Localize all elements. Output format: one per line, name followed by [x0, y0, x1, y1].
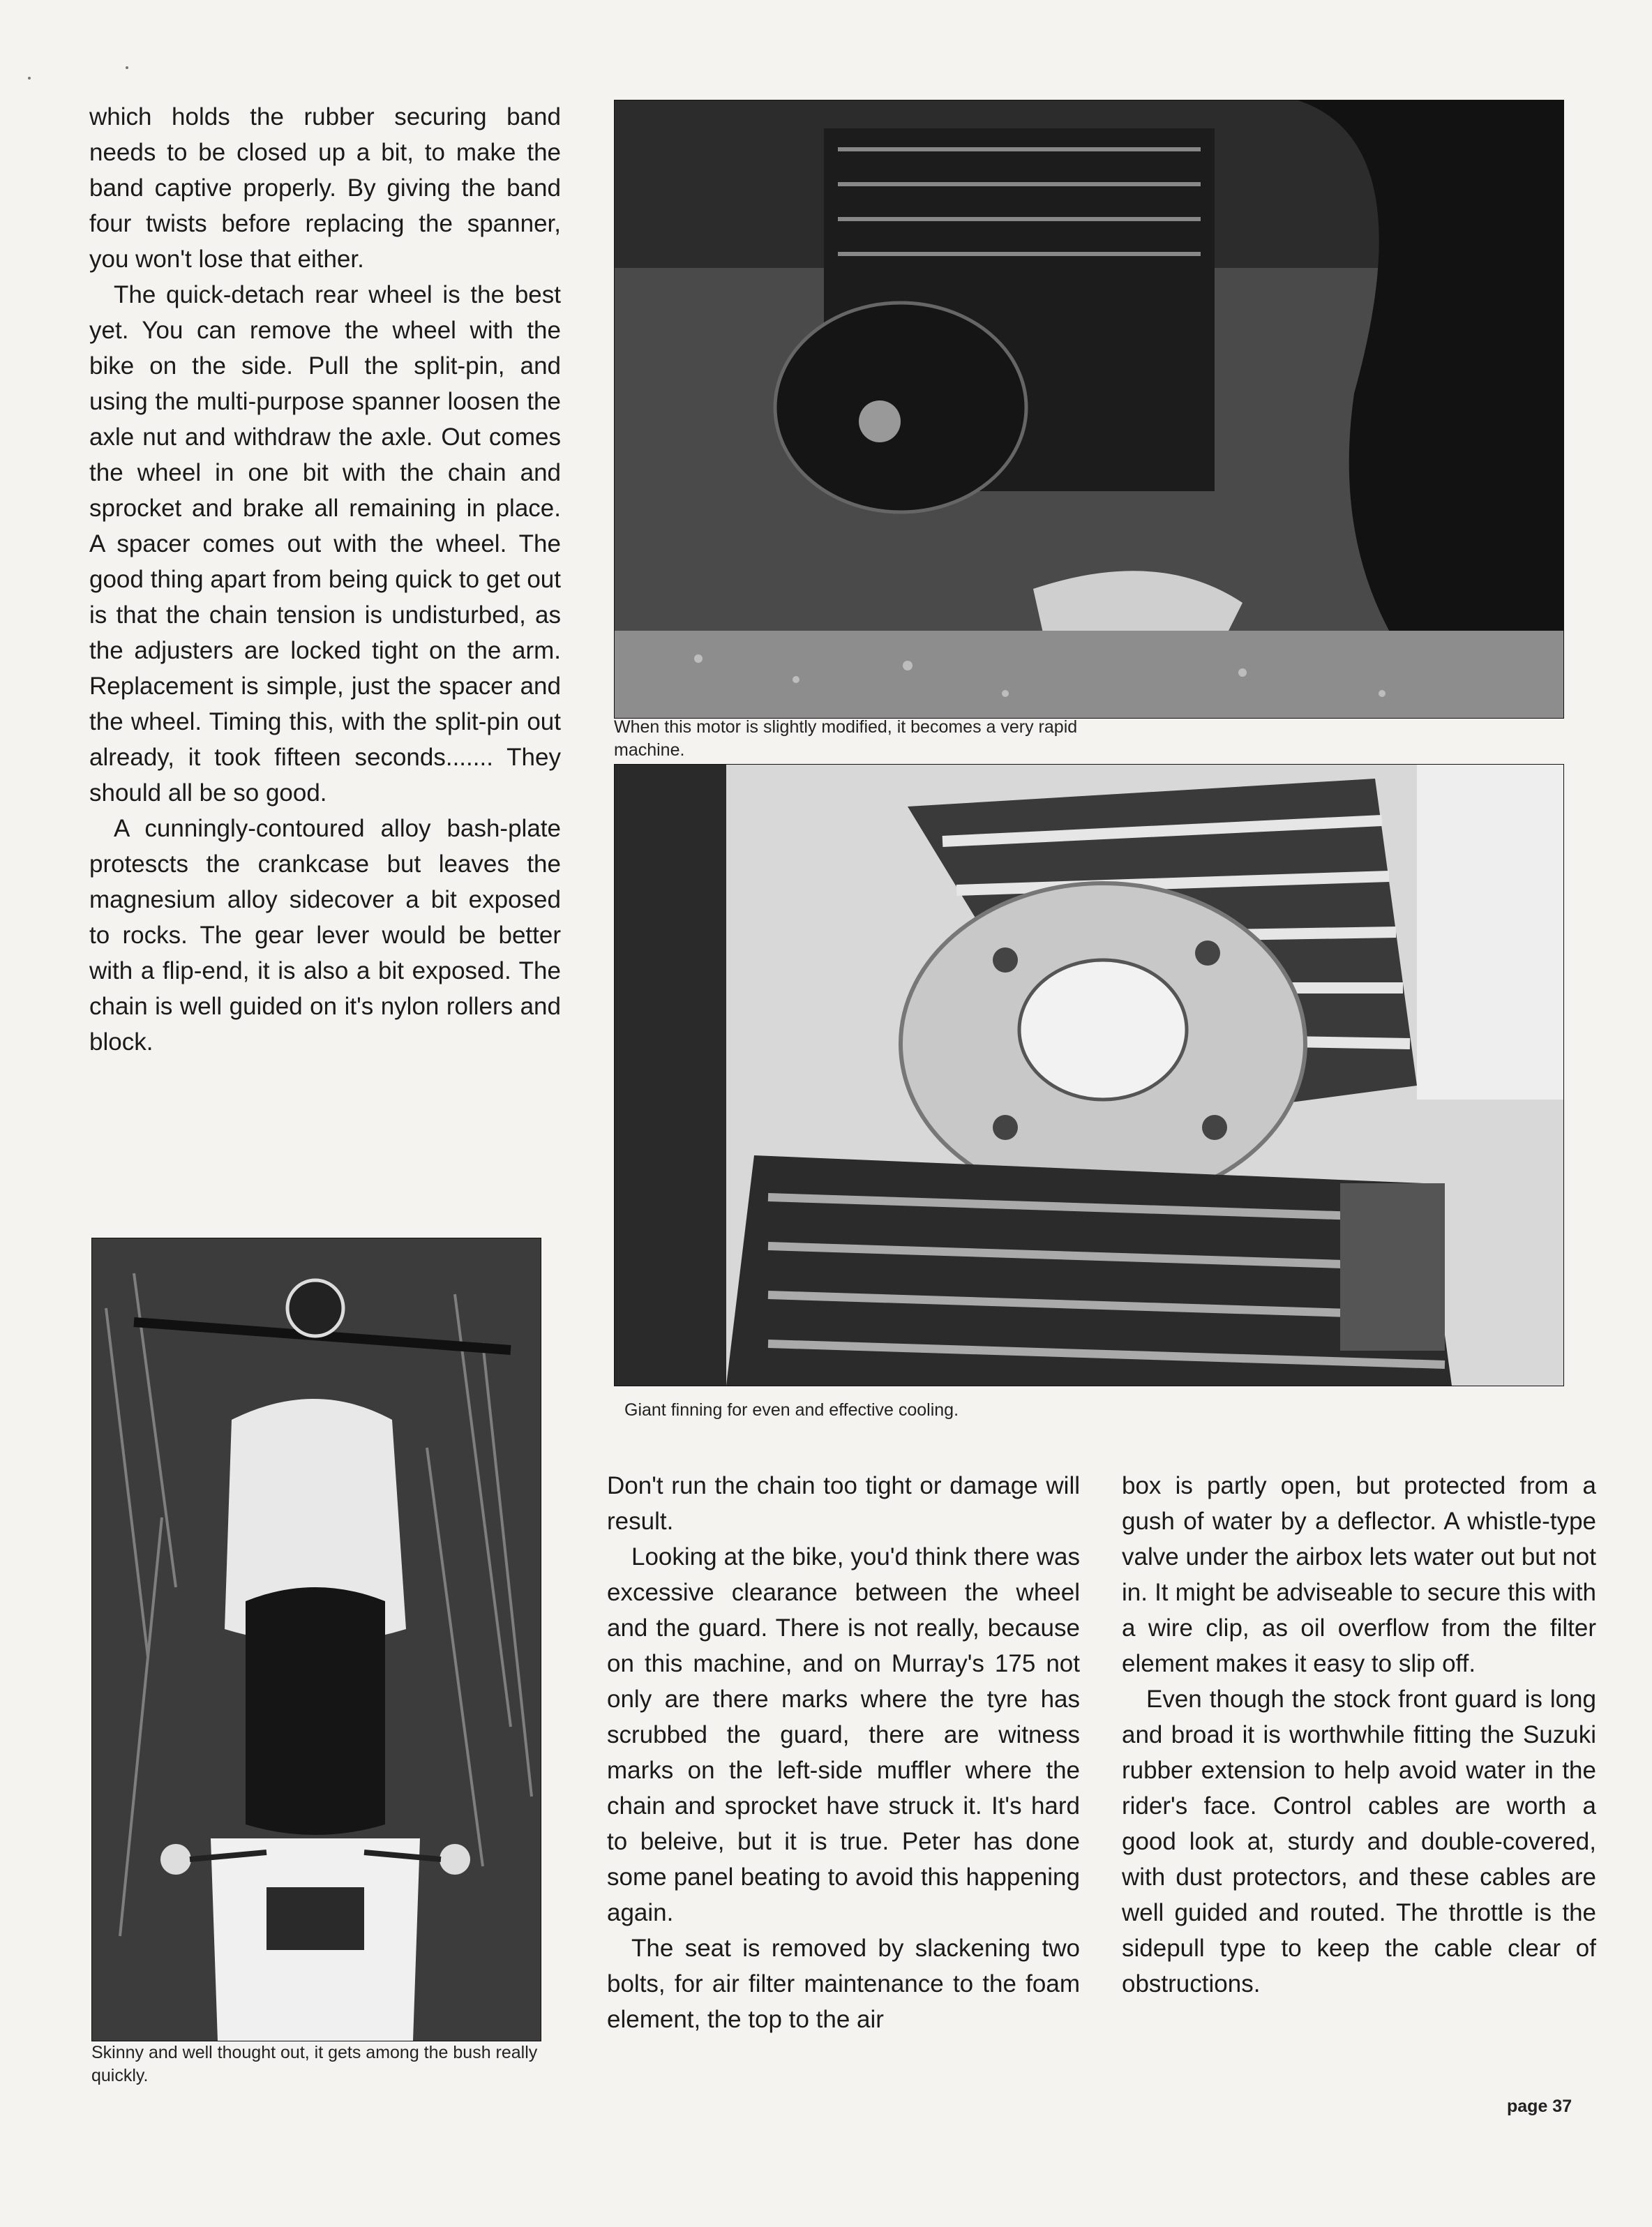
left-paragraph-2: The quick-detach rear wheel is the best yet. You can remove the wheel with the bike on the side. Pull the split-pin, and using the multi-purpose spanner loosen the axle nut and withdraw the axle. Out comes the wheel in one bit with the chain and sprocket and brake all remaining in place. A spacer comes out with the wheel. The good thing apart from being quick to get out is that the chain tension is undisturbed, as the adjusters are locked tight on the arm. Replacement is simple, just the spacer and the wheel. Timing this, with the split-pin out already, it took fifteen seconds....... They should all be so good. [89, 281, 561, 807]
right-paragraph-1: box is partly open, but protected from a gush of water by a deflector. A whistle-type valve under the airbox lets water out but not in. It might be adviseable to secure this with a wire clip, as oil overflow from the filter element makes it easy to slip off. [1122, 1472, 1596, 1677]
finning-photo [614, 764, 1564, 1386]
finning-photo-caption: Giant finning for even and effective cooling. [624, 1400, 959, 1420]
motor-photo [614, 100, 1564, 719]
left-article-column [89, 99, 561, 1060]
bike-rear-photo-image [92, 1238, 541, 2041]
motor-photo-image [615, 100, 1563, 718]
motor-photo-caption: When this motor is slightly modified, it becomes a very rapid machine. [614, 717, 1078, 760]
middle-paragraph-3: The seat is removed by slackening two bolts, for air filter maintenance to the foam element, the top to the air [607, 1935, 1080, 2033]
scan-speck [28, 77, 31, 80]
middle-paragraph-1: Don't run the chain too tight or damage will result. [607, 1472, 1080, 1535]
finning-photo-image [615, 765, 1563, 1386]
left-paragraph-3: A cunningly-contoured alloy bash-plate protescts the crankcase but leaves the magnesium alloy sidecover a bit exposed to rocks. The gear lever would be better with a flip-end, it is also a bit exposed. The chain is well guided on it's nylon rollers and block. [89, 815, 561, 1056]
page-number: page 37 [1507, 2097, 1572, 2116]
middle-paragraph-2: Looking at the bike, you'd think there was excessive clearance between the wheel and the guard. There is not really, because on this machine, and on Murray's 175 not only are there marks where the tyre has scrubbed the guard, there are witness marks on the left-side muffler where the chain and sprocket have struck it. It's hard to beleive, but it is true. Peter has done some panel beating to avoid this happening again. [607, 1543, 1080, 1926]
right-paragraph-2: Even though the stock front guard is long and broad it is worthwhile fitting the Suzuki rubber extension to help avoid water in the rider's face. Control cables are worth a good look at, sturdy and double-covered, with dust protectors, and these cables are well guided and routed. The throttle is the sidepull type to keep the cable clear of obstructions. [1122, 1686, 1596, 1997]
middle-article-column [607, 1468, 1080, 2037]
bike-rear-photo-caption: Skinny and well thought out, it gets among the bush really quickly. [91, 2043, 538, 2085]
left-paragraph-1: which holds the rubber securing band needs to be closed up a bit, to make the band captive properly. By giving the band four twists before replacing the spanner, you won't lose that either. [89, 103, 561, 273]
scan-speck [126, 66, 128, 69]
bike-rear-photo [91, 1238, 541, 2041]
right-article-column [1122, 1468, 1596, 2002]
